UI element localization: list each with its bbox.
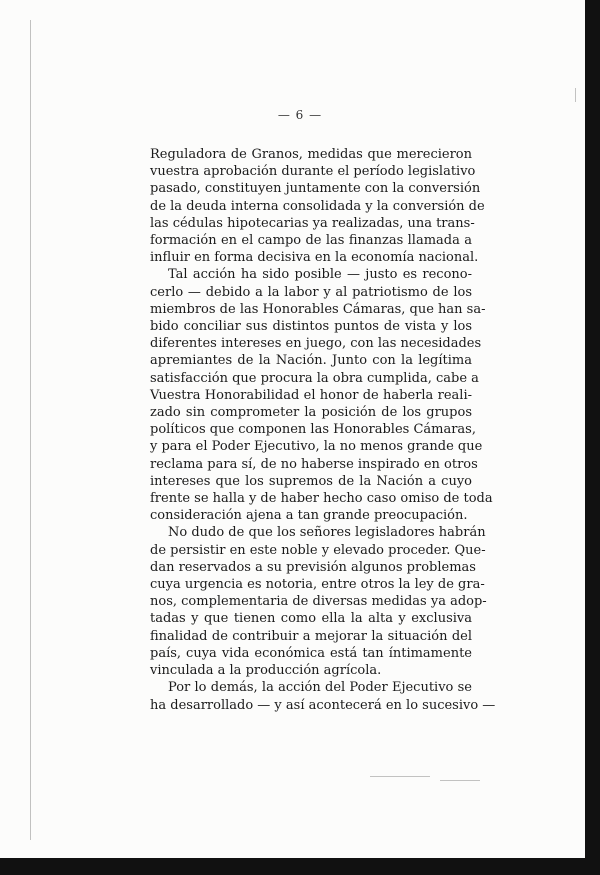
text-line: cuya urgencia es notoria, entre otros la ley de gra- (150, 577, 485, 593)
text-line: de la deuda interna consolidada y la conversión de (150, 198, 485, 214)
text-line: finalidad de contribuir a mejorar la situación del (150, 628, 472, 644)
text-line: vuestra aprobación durante el período legislativo (150, 164, 476, 180)
text-line: Por lo demás, la acción del Poder Ejecutivo se (168, 680, 472, 696)
text-line: nos, complementaria de diversas medidas ya adop- (150, 594, 487, 610)
scan-border-right (585, 0, 600, 875)
text-line: Reguladora de Granos, medidas que merecieron (150, 147, 472, 162)
text-line: tadas y que tienen como ella la alta y exclusiva (150, 611, 472, 627)
text-line: vinculada a la producción agrícola. (150, 663, 382, 679)
scan-speck (370, 776, 430, 777)
text-line: pasado, constituyen juntamente con la conversión (150, 181, 481, 197)
text-line: reclama para sí, de no haberse inspirado en otros (150, 456, 478, 472)
scan-speck (575, 88, 576, 102)
text-line: diferentes intereses en juego, con las necesidades (150, 336, 482, 352)
text-line: de persistir en este noble y elevado proceder. Que- (150, 542, 486, 558)
text-line: frente se halla y de haber hecho caso omiso de toda (150, 491, 493, 507)
text-line: Vuestra Honorabilidad el honor de haberla reali- (150, 387, 472, 403)
text-line: dan reservados a su previsión algunos problemas (150, 559, 476, 575)
text-line: miembros de las Honorables Cámaras, que han sa- (150, 301, 486, 317)
text-line: intereses que los supremos de la Nación a cuyo (150, 473, 472, 489)
text-line: políticos que componen las Honorables Cámaras, (150, 422, 476, 438)
text-line: cerlo — debido a la labor y al patriotismo de los (150, 284, 472, 300)
text-line: apremiantes de la Nación. Junto con la legítima (150, 353, 472, 369)
text-line: y para el Poder Ejecutivo, la no menos grande que (150, 439, 483, 455)
text-line: las cédulas hipotecarias ya realizadas, una trans- (150, 215, 475, 231)
text-line: país, cuya vida económica está tan íntimamente (150, 645, 472, 661)
text-line: No dudo de que los señores legisladores habrán (168, 525, 486, 541)
body-text (150, 146, 496, 714)
text-line: consideración ajena a tan grande preocupación. (150, 508, 468, 524)
page-left-edge (30, 20, 31, 840)
scan-speck (440, 780, 480, 781)
text-line: bido conciliar sus distintos puntos de vista y los (150, 319, 472, 335)
text-line: satisfacción que procura la obra cumplida, cabe a (150, 370, 479, 386)
text-line: zado sin comprometer la posición de los grupos (150, 405, 472, 421)
text-line: Tal acción ha sido posible — justo es recono- (168, 267, 472, 283)
text-line: influir en forma decisiva en la economía nacional. (150, 250, 479, 266)
page-number: — 6 — (277, 108, 323, 122)
text-line: ha desarrollado — y así acontecerá en lo sucesivo — (150, 697, 496, 713)
scan-border-bottom (0, 858, 600, 875)
text-line: formación en el campo de las finanzas llamada a (150, 233, 472, 249)
